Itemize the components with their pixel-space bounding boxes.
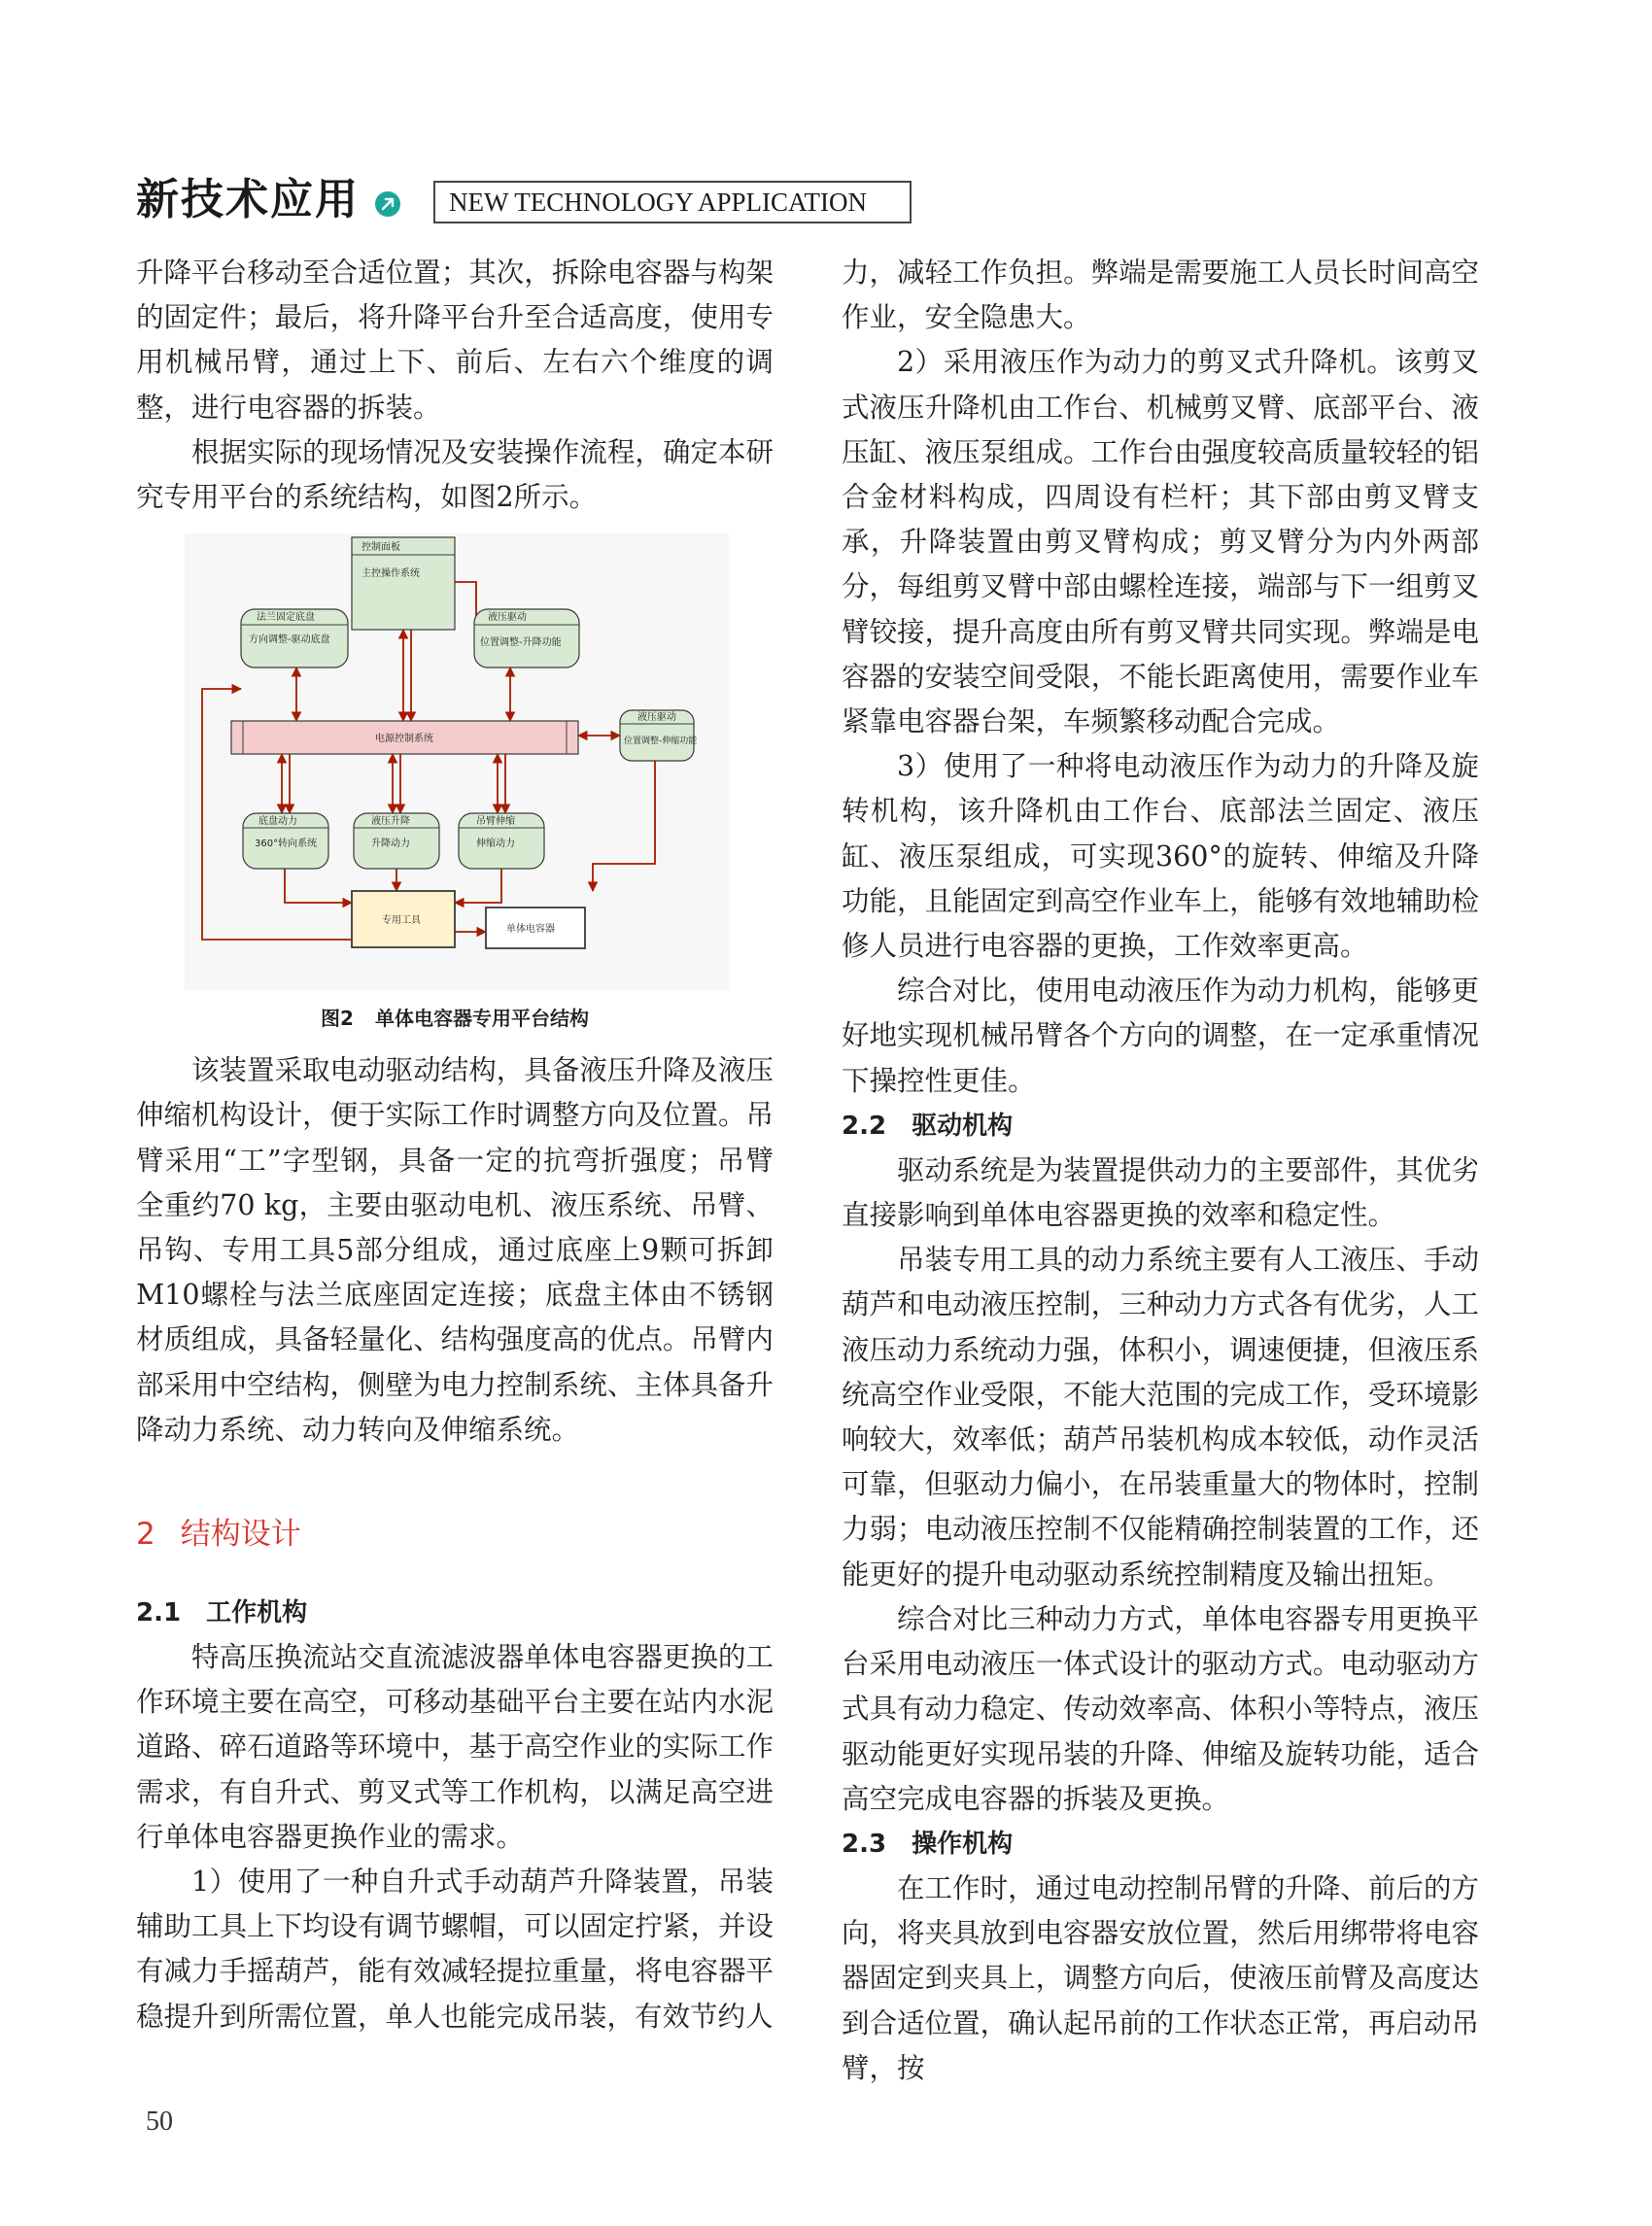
paragraph: 升降平台移动至合适位置；其次，拆除电容器与构架的固定件；最后，将升降平台升至合适高度，使用专用机械吊臂，通过上下、前后、左右六个维度的调整，进行电容器的拆装。: [136, 257, 774, 424]
box-title: 法兰固定底盘: [257, 612, 315, 624]
subsection-number: 2.2: [842, 1111, 887, 1141]
subsection-title: 操作机构: [912, 1829, 1014, 1859]
subsection-title: 驱动机构: [912, 1111, 1014, 1141]
box-label: 360°转向系统: [255, 839, 318, 850]
column-title-english: NEW TECHNOLOGY APPLICATION: [433, 181, 912, 223]
section-title: 结构设计: [180, 1517, 301, 1553]
paragraph: 在工作时，通过电动控制吊臂的升降、前后的方向，将夹具放到电容器安放位置，然后用绑带将电容器固定到夹具上，调整方向后，使液压前臂及高度达到合适位置，确认起吊前的工作状态正常，再启动吊臂，按: [842, 1871, 1479, 2084]
power-control-label: 电源控制系统: [375, 734, 433, 745]
paragraph: 综合对比，使用电动液压作为动力机构，能够更好地实现机械吊臂各个方向的调整，在一定承重情况下操控性更佳。: [842, 975, 1479, 1097]
figure-2: [136, 533, 774, 1033]
figure-title: 单体电容器专用平台结构: [374, 1007, 589, 1031]
paragraph: 1）使用了一种自升式手动葫芦升降装置，吊装辅助工具上下均设有调节螺帽，可以固定拧紧，并设有减力手摇葫芦，能有效减轻提拉重量，将电容器平稳提升到所需位置，单人也能完成吊装，有效节约人: [136, 1866, 774, 2033]
box-label: 伸缩动力: [476, 839, 515, 850]
subsection-title: 工作机构: [206, 1598, 308, 1628]
paragraph: 力，减轻工作负担。弊端是需要施工人员长时间高空作业，安全隐患大。: [842, 257, 1479, 334]
box-title: 液压驱动: [637, 712, 676, 724]
subsection-heading: [842, 1822, 1479, 1866]
platform-structure-diagram: [185, 533, 729, 990]
box-title: 液压升降: [371, 816, 410, 828]
column-title: 新技术应用: [136, 175, 360, 224]
paragraph: 特高压换流站交直流滤波器单体电容器更换的工作环境主要在高空，可移动基础平台主要在站内水泥道路、碎石道路等环境中，基于高空作业的实际工作需求，有自升式、剪叉式等工作机构，以满足高空进行单体电容器更换作业的需求。: [136, 1641, 774, 1853]
section-heading: [136, 1513, 774, 1556]
box-title: 吊臂伸缩: [476, 816, 515, 828]
left-column: [136, 251, 774, 2039]
paragraph: 3）使用了一种将电动液压作为动力的升降及旋转机构，该升降机由工作台、底部法兰固定、液压缸、液压泵组成，可实现360°的旋转、伸缩及升降功能，且能固定到高空作业车上，能够有效地辅助检修人员进行电容器的更换，工作效率更高。: [842, 750, 1479, 963]
paragraph: 综合对比三种动力方式，单体电容器专用更换平台采用电动液压一体式设计的驱动方式。电动驱动方式具有动力稳定、传动效率高、体积小等特点，液压驱动能更好实现吊装的升降、伸缩及旋转功能，适合高空完成电容器的拆装及更换。: [842, 1602, 1479, 1815]
subsection-number: 2.1: [136, 1598, 182, 1628]
section-number: 2: [136, 1517, 155, 1553]
page-number: 50: [146, 2106, 173, 2137]
special-tool-label: 专用工具: [382, 915, 421, 927]
figure-number: 图2: [321, 1007, 354, 1031]
box-title: 控制面板: [361, 542, 400, 554]
box-label: 位置调整-升降功能: [480, 637, 562, 649]
figure-caption: [136, 1004, 774, 1033]
box-label: 升降动力: [371, 839, 410, 850]
box-label: 方向调整-驱动底盘: [249, 634, 330, 646]
right-column: [842, 251, 1479, 2091]
paragraph: 该装置采取电动驱动结构，具备液压升降及液压伸缩机构设计，便于实际工作时调整方向及位置。吊臂采用“工”字型钢，具备一定的抗弯折强度；吊臂全重约70 kg，主要由驱动电机、液压系统、吊臂、吊钩、专用工具5部分组成，通过底座上9颗可拆卸M10螺栓与法兰底座固定连接；底盘主体由不锈钢材质组成，具备轻量化、结构强度高的优点。吊臂内部采用中空结构，侧壁为电力控制系统、主体具备升降动力系统、动力转向及伸缩系统。: [136, 1054, 774, 1446]
paragraph: 2）采用液压作为动力的剪叉式升降机。该剪叉式液压升降机由工作台、机械剪叉臂、底部平台、液压缸、液压泵组成。工作台由强度较高质量较轻的铝合金材料构成，四周设有栏杆；其下部由剪叉臂支承，升降装置由剪叉臂构成；剪叉臂分为内外两部分，每组剪叉臂中部由螺栓连接，端部与下一组剪叉臂铰接，提升高度由所有剪叉臂共同实现。弊端是电容器的安装空间受限，不能长距离使用，需要作业车紧靠电容器台架，车频繁移动配合完成。: [842, 346, 1479, 738]
subsection-heading: [842, 1104, 1479, 1148]
paragraph: 驱动系统是为装置提供动力的主要部件，其优劣直接影响到单体电容器更换的效率和稳定性。: [842, 1153, 1479, 1232]
arrow-circle-icon: [375, 191, 400, 217]
single-capacitor-label: 单体电容器: [506, 924, 555, 936]
subsection-number: 2.3: [842, 1829, 887, 1859]
box-title: 底盘动力: [258, 816, 297, 828]
paragraph: 根据实际的现场情况及安装操作流程，确定本研究专用平台的系统结构，如图2所示。: [136, 435, 774, 514]
box-label: 位置调整-伸缩功能: [624, 736, 698, 747]
subsection-heading: [136, 1591, 774, 1635]
box-label: 主控操作系统: [361, 568, 420, 580]
box-title: 液压驱动: [488, 612, 527, 624]
paragraph: 吊装专用工具的动力系统主要有人工液压、手动葫芦和电动液压控制，三种动力方式各有优劣，人工液压动力系统动力强，体积小，调速便捷，但液压系统高空作业受限，不能大范围的完成工作，受环境影响较大，效率低；葫芦吊装机构成本较低，动作灵活可靠，但驱动力偏小，在吊装重量大的物体时，控制力弱；电动液压控制不仅能精确控制装置的工作，还能更好的提升电动驱动系统控制精度及输出扭矩。: [842, 1244, 1479, 1591]
